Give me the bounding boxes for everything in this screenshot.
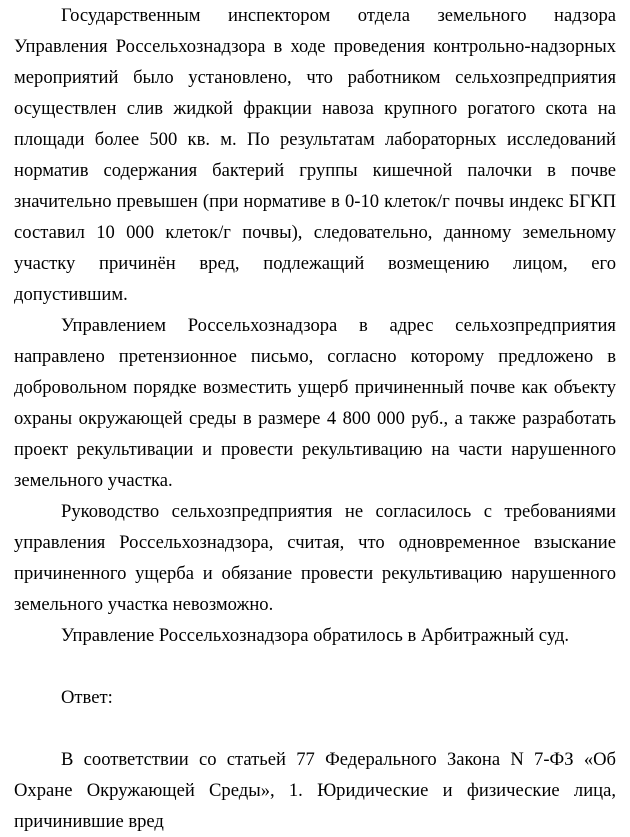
answer-label: Ответ: (61, 687, 113, 708)
paragraph-inspection: Государственным инспектором отдела земельного надзора Управления Россельхознадзора в ходе проведения контрольно-надзорных мероприятий было установлено, что работником сельхозпредприятия осуществлен слив жидкой фракции навоза крупного рогатого скота на площади более 500 кв. м. По результатам лабораторных исследований норматив содержания бактерий группы кишечной палочки в почве значительно превышен (при нормативе в 0-10 клеток/г почвы индекс БГКП составил 10 000 клеток/г почвы), следовательно, данному земельному участку причинён вред, подлежащий возмещению лицом, его допустившим. (14, 5, 616, 305)
answer-text: В соответствии со статьей 77 Федерального Закона N 7-ФЗ «Об Охране Окружающей Среды», 1. Юридические и физические лица, причинившие вред (14, 749, 616, 832)
paragraph-court-appeal: Управление Россельхознадзора обратилось в Арбитражный суд. (61, 625, 570, 646)
paragraph-disagreement: Руководство сельхозпредприятия не согласилось с требованиями управления Россельхознадзора, считая, что одновременное взыскание причиненного ущерба и обязание провести рекультивацию нарушенного земельного участка невозможно. (14, 501, 616, 615)
paragraph-claim-letter: Управлением Россельхознадзора в адрес сельхозпредприятия направлено претензионное письмо, согласно которому предложено в добровольном порядке возместить ущерб причиненный почве как объекту охраны окружающей среды в размере 4 800 000 руб., а также разработать проект рекультивации и провести рекультивацию на части нарушенного земельного участка. (14, 315, 616, 491)
document-page (14, 0, 616, 837)
